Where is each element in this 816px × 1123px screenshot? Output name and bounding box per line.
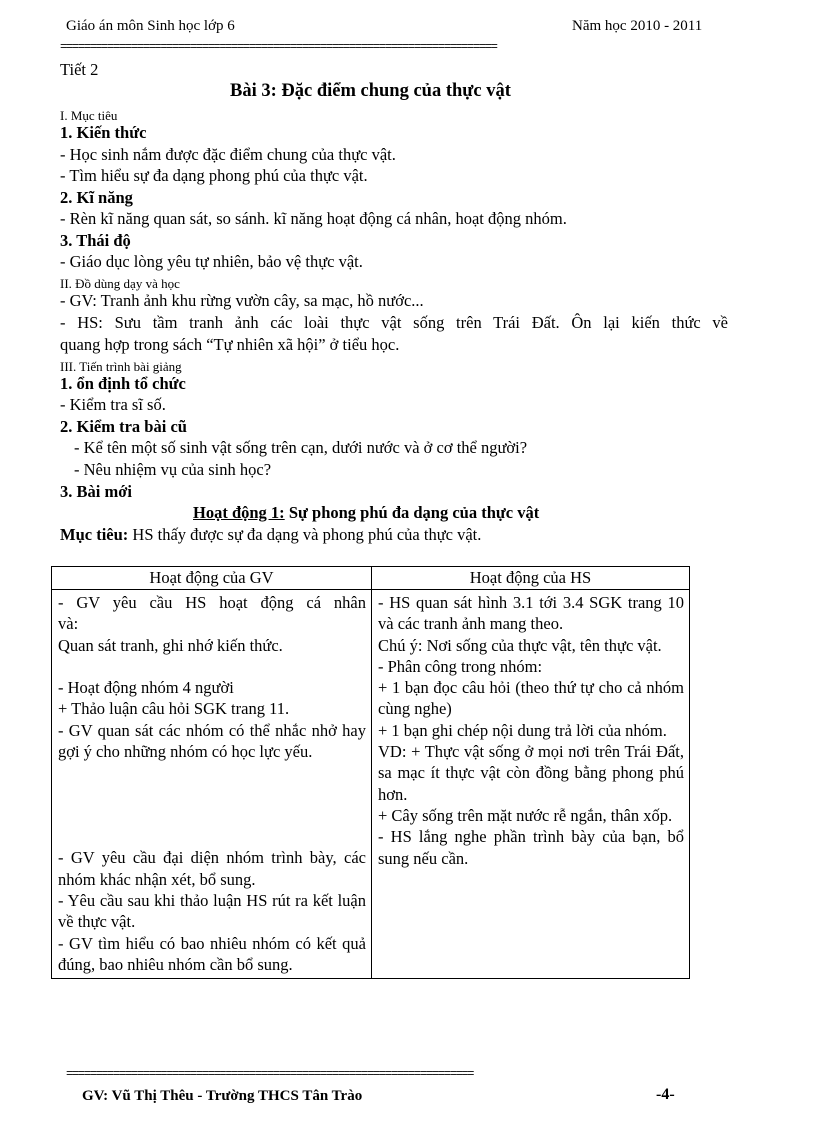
materials-gv: - GV: Tranh ảnh khu rừng vườn cây, sa mạc, hồ nước... bbox=[60, 291, 424, 310]
activity-number: Hoạt động 1: bbox=[193, 503, 285, 522]
footer-divider: ===================================================================== bbox=[66, 1068, 474, 1080]
materials-hs-line1: - HS: Sưu tầm tranh ảnh các loài thực vật sống trên Trái Đất. Ôn lại kiến thức về bbox=[60, 313, 728, 332]
materials-hs-line2: quang hợp trong sách “Tự nhiên xã hội” ở tiểu học. bbox=[60, 335, 400, 354]
gv-item: - GV tìm hiểu có bao nhiêu nhóm có kết quả đúng, bao nhiêu nhóm cần bổ sung. bbox=[58, 933, 366, 974]
page-number: -4- bbox=[656, 1086, 675, 1103]
organization-item: - Kiểm tra sĩ số. bbox=[60, 395, 166, 414]
table-header-row bbox=[52, 567, 690, 590]
hs-item: + 1 bạn ghi chép nội dung trả lời của nhóm. bbox=[378, 720, 667, 740]
gv-item: + Thảo luận câu hỏi SGK trang 11. bbox=[58, 699, 290, 719]
hs-item: Chú ý: Nơi sống của thực vật, tên thực vật. bbox=[378, 635, 662, 655]
hs-item: VD: + Thực vật sống ở mọi nơi trên Trái Đất, sa mạc ít thực vật còn đồng bằng phong phú hơn. bbox=[378, 742, 684, 804]
heading-knowledge: 1. Kiến thức bbox=[60, 123, 147, 142]
column-header-gv: Hoạt động của GV bbox=[52, 567, 372, 590]
footer-author: GV: Vũ Thị Thêu - Trường THCS Tân Trào bbox=[82, 1088, 363, 1104]
table-row bbox=[52, 590, 690, 979]
knowledge-item: - Học sinh nắm được đặc điểm chung của thực vật. bbox=[60, 145, 396, 164]
heading-attitude: 3. Thái độ bbox=[60, 231, 131, 250]
section-process: III. Tiến trình bài giảng bbox=[60, 359, 182, 374]
hs-item: + 1 bạn đọc câu hỏi (theo thứ tự cho cả nhóm cùng nghe) bbox=[378, 678, 684, 719]
review-item: - Kể tên một số sinh vật sống trên cạn, dưới nước và ở cơ thể người? bbox=[74, 438, 528, 457]
activity-goal bbox=[60, 525, 481, 545]
activity-name: Sự phong phú đa dạng của thực vật bbox=[284, 503, 540, 522]
hs-item: + Cây sống trên mặt nước rễ ngắn, thân xốp. bbox=[378, 805, 673, 825]
gv-item: - Yêu cầu sau khi thảo luận HS rút ra kết luận về thực vật. bbox=[58, 890, 366, 932]
gv-item: - Hoạt động nhóm 4 người bbox=[58, 678, 234, 698]
spacer bbox=[58, 656, 366, 677]
gv-item: - GV yêu cầu HS hoạt động cá nhân bbox=[58, 593, 366, 612]
gv-activities-cell bbox=[52, 590, 372, 979]
section-objectives: I. Mục tiêu bbox=[60, 108, 118, 123]
hs-item: - HS quan sát hình 3.1 tới 3.4 SGK trang 10 và các tranh ảnh mang theo. bbox=[378, 593, 684, 634]
gv-item: - GV yêu cầu đại diện nhóm trình bày, các nhóm khác nhận xét, bổ sung. bbox=[58, 848, 366, 889]
gv-item: - GV quan sát các nhóm có thể nhắc nhở hay gợi ý cho những nhóm có học lực yếu. bbox=[58, 720, 366, 762]
header-divider: ========================================================================== bbox=[60, 41, 497, 53]
header-school-year: Năm học 2010 - 2011 bbox=[572, 18, 703, 34]
heading-review: 2. Kiểm tra bài cũ bbox=[60, 417, 187, 436]
section-materials: II. Đồ dùng dạy và học bbox=[60, 276, 180, 291]
lesson-number: Bài 3: bbox=[230, 81, 277, 101]
lesson-title bbox=[230, 81, 511, 102]
hs-item: - Phân công trong nhóm: bbox=[378, 656, 543, 676]
heading-new-lesson: 3. Bài mới bbox=[60, 482, 132, 501]
spacer bbox=[58, 762, 366, 847]
heading-skills: 2. Kĩ năng bbox=[60, 188, 133, 207]
goal-label: Mục tiêu: bbox=[60, 525, 129, 544]
hs-item: - HS lắng nghe phần trình bày của bạn, bổ sung nếu cần. bbox=[378, 827, 684, 868]
lesson-name: Đặc điểm chung của thực vật bbox=[276, 81, 511, 101]
activity-title bbox=[193, 503, 539, 523]
lesson-period: Tiết 2 bbox=[60, 60, 99, 79]
column-header-hs: Hoạt động của HS bbox=[372, 567, 690, 590]
activity-table bbox=[51, 566, 690, 979]
knowledge-item: - Tìm hiểu sự đa dạng phong phú của thực vật. bbox=[60, 166, 368, 185]
gv-item: và: bbox=[58, 614, 79, 634]
hs-activities-cell bbox=[372, 590, 690, 979]
skills-item: - Rèn kĩ năng quan sát, so sánh. kĩ năng hoạt động cá nhân, hoạt động nhóm. bbox=[60, 209, 567, 228]
review-item: - Nêu nhiệm vụ của sinh học? bbox=[74, 460, 272, 479]
heading-organization: 1. ổn định tổ chức bbox=[60, 374, 186, 393]
gv-item: Quan sát tranh, ghi nhớ kiến thức. bbox=[58, 635, 283, 655]
attitude-item: - Giáo dục lòng yêu tự nhiên, bảo vệ thực vật. bbox=[60, 252, 363, 271]
header-subject: Giáo án môn Sinh học lớp 6 bbox=[66, 18, 235, 34]
goal-text: HS thấy được sự đa dạng và phong phú của thực vật. bbox=[128, 525, 482, 544]
